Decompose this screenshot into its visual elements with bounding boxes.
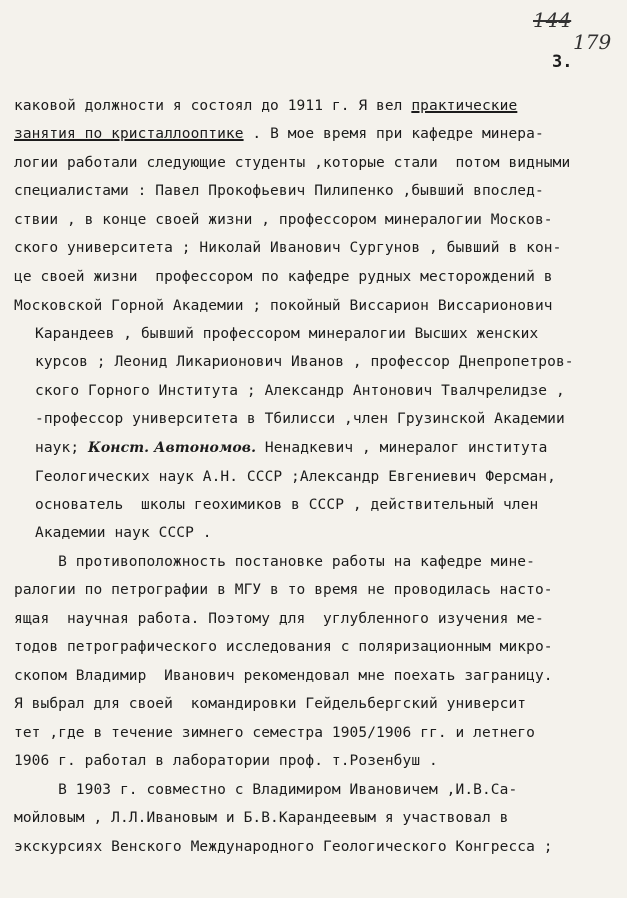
text-segment: скопом Владимир Иванович рекомендовал мне поехать заграницу. [14, 668, 553, 684]
text-line [14, 751, 438, 771]
text-segment: тет ,где в течение зимнего семестра 1905/1906 гг. и летнего [14, 725, 535, 741]
text-line [14, 267, 553, 287]
text-segment: Геологических наук А.Н. СССР ;Александр Евгениевич Ферсман, [35, 469, 556, 485]
text-line [35, 438, 547, 458]
text-segment: Ненадкевич , минералог института [256, 440, 548, 456]
text-line [14, 837, 553, 857]
text-line [14, 238, 561, 258]
text-segment: В противоположность постановке работы на кафедре мине- [14, 554, 535, 570]
text-segment: це своей жизни профессором по кафедре рудных месторождений в [14, 269, 553, 285]
text-segment: основатель школы геохимиков в СССР , действительный член [35, 497, 539, 513]
text-line [14, 580, 553, 600]
text-segment: 1906 г. работал в лаборатории проф. т.Розенбуш . [14, 753, 438, 769]
text-segment: специалистами : Павел Прокофьевич Пилипенко ,бывший впослед- [14, 183, 544, 199]
text-line [35, 409, 565, 429]
text-segment: Академии наук СССР . [35, 525, 212, 541]
text-segment: -профессор университета в Тбилисси ,член Грузинской Академии [35, 411, 565, 427]
text-segment: ралогии по петрографии в МГУ в то время не проводилась насто- [14, 582, 553, 598]
text-line [35, 352, 574, 372]
text-segment: ствии , в конце своей жизни , профессором минералогии Москов- [14, 212, 553, 228]
text-line [14, 637, 553, 657]
text-segment: логии работали следующие студенты ,которые стали потом видными [14, 155, 571, 171]
text-segment: В 1903 г. совместно с Владимиром Ивановичем ,И.В.Са- [14, 782, 518, 798]
text-segment: тодов петрографического исследования с поляризационным микро- [14, 639, 553, 655]
text-segment: наук; [35, 440, 88, 456]
text-line [14, 153, 570, 173]
text-segment: экскурсиях Венского Международного Геологического Конгресса ; [14, 839, 553, 855]
text-line [14, 609, 544, 629]
text-line [14, 723, 535, 743]
text-segment: каковой должности я состоял до 1911 г. Я вел [14, 98, 412, 114]
underlined-text: практические [411, 98, 518, 114]
text-line [14, 210, 553, 230]
handwritten-insertion: Конст. Автономов. [87, 440, 257, 456]
text-segment: ского Горного Института ; Александр Антонович Твалчрелидзе , [35, 383, 565, 399]
text-line [35, 324, 538, 344]
text-segment: Карандеев , бывший профессором минералогии Высших женских [35, 326, 539, 342]
text-line [35, 495, 538, 515]
text-segment: Московской Горной Академии ; покойный Виссарион Виссарионович [14, 298, 553, 314]
text-line [35, 381, 565, 401]
text-segment: курсов ; Леонид Ликарионович Иванов , профессор Днепропетров- [35, 354, 574, 370]
text-segment: . В мое время при кафедре минера- [243, 126, 544, 142]
page-number: 3. [552, 52, 573, 72]
text-line [14, 296, 553, 316]
archive-number-crossed: 144 [533, 8, 572, 32]
text-line [14, 96, 517, 116]
text-line [14, 181, 544, 201]
archive-number: 179 [573, 30, 612, 54]
text-line [35, 523, 212, 543]
text-line [14, 666, 553, 686]
text-segment: мойловым , Л.Л.Ивановым и Б.В.Карандеевым я участвовал в [14, 810, 509, 826]
text-line [14, 694, 526, 714]
text-segment: Я выбрал для своей командировки Гейдельбергский университ [14, 696, 527, 712]
text-line [35, 467, 556, 487]
text-line [14, 808, 508, 828]
text-line [14, 124, 544, 144]
underlined-text: занятия по кристаллооптике [14, 126, 244, 142]
text-line [14, 780, 517, 800]
text-segment: ящая научная работа. Поэтому для углубленного изучения ме- [14, 611, 544, 627]
text-segment: ского университета ; Николай Иванович Сургунов , бывший в кон- [14, 240, 562, 256]
text-line [14, 552, 535, 572]
